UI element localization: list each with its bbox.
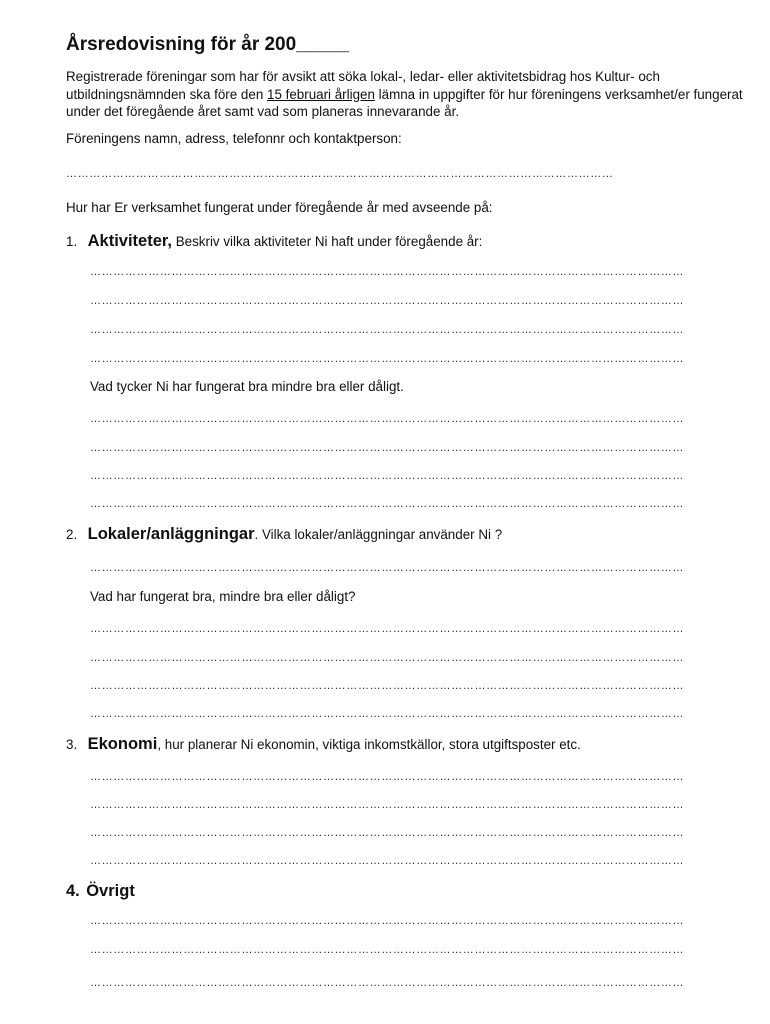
section-3-answer-line[interactable]: ……………………………………………………………………………………………………………………………………… (90, 771, 685, 783)
section-2-answer-line[interactable]: ……………………………………………………………………………………………………………………………………… (90, 562, 685, 574)
section-1-number: 1. (66, 234, 78, 249)
section-1-answer-line[interactable]: ……………………………………………………………………………………………………………………………………… (90, 353, 685, 365)
section-1-description: Beskriv vilka aktiviteter Ni haft under föregående år: (172, 234, 483, 249)
contact-label: Föreningens namn, adress, telefonnr och kontaktperson: (66, 131, 402, 146)
section-1-answer-line[interactable]: ……………………………………………………………………………………………………………………………………… (90, 295, 685, 307)
section-3-heading-row (66, 735, 581, 754)
section-1-followup-line[interactable]: ……………………………………………………………………………………………………………………………………… (90, 413, 685, 425)
section-1-heading: Aktiviteter, (87, 232, 172, 250)
section-2-followup-line[interactable]: ……………………………………………………………………………………………………………………………………… (90, 680, 685, 692)
section-3-heading: Ekonomi (87, 735, 158, 753)
question-intro: Hur har Er verksamhet fungerat under föregående år med avseende på: (66, 200, 493, 215)
section-3-answer-line[interactable]: ……………………………………………………………………………………………………………………………………… (90, 855, 685, 867)
section-4-answer-line[interactable]: ……………………………………………………………………………………………………………………………………… (90, 915, 685, 927)
section-2-heading: Lokaler/anläggningar (87, 525, 255, 543)
section-3-description: , hur planerar Ni ekonomin, viktiga inkomstkällor, stora utgiftsposter etc. (157, 737, 581, 752)
contact-answer-line[interactable]: …………………………………………………………………………………………………………………………… (66, 168, 614, 180)
section-4-heading-row (66, 882, 135, 901)
section-2-followup-line[interactable]: ……………………………………………………………………………………………………………………………………… (90, 708, 685, 720)
section-2-heading-row (66, 525, 502, 544)
section-3-number: 3. (66, 737, 78, 752)
section-2-number: 2. (66, 527, 78, 542)
section-3-answer-line[interactable]: ……………………………………………………………………………………………………………………………………… (90, 827, 685, 839)
section-4-answer-line[interactable]: ……………………………………………………………………………………………………………………………………… (90, 944, 685, 956)
deadline-text: 15 februari årligen (267, 86, 375, 102)
page-title: Årsredovisning för år 200_____ (66, 34, 350, 55)
intro-text-part2: lämna in uppgifter för hur föreningens verksamhet/er fungerat under det föregående året samt vad som planeras innevarande år. (66, 86, 743, 119)
section-1-heading-row (66, 232, 482, 251)
intro-text-part1: Registrerade föreningar som har för avsikt att söka lokal-, ledar- eller aktivitetsbidrag hos Kultur- och utbildningsnämnden ska före den (66, 69, 660, 102)
section-4-heading: Övrigt (86, 882, 135, 900)
section-2-followup-line[interactable]: ……………………………………………………………………………………………………………………………………… (90, 623, 685, 635)
section-3-answer-line[interactable]: ……………………………………………………………………………………………………………………………………… (90, 799, 685, 811)
section-4-number: 4. (66, 882, 80, 900)
section-1-answer-line[interactable]: ……………………………………………………………………………………………………………………………………… (90, 266, 685, 278)
section-2-followup-line[interactable]: ……………………………………………………………………………………………………………………………………… (90, 652, 685, 664)
section-2-followup: Vad har fungerat bra, mindre bra eller dåligt? (90, 589, 356, 604)
section-1-followup-line[interactable]: ……………………………………………………………………………………………………………………………………… (90, 470, 685, 482)
section-1-followup-line[interactable]: ……………………………………………………………………………………………………………………………………… (90, 498, 685, 510)
intro-paragraph (66, 68, 756, 121)
section-2-description: . Vilka lokaler/anläggningar använder Ni ? (254, 527, 503, 542)
section-4-answer-line[interactable]: ……………………………………………………………………………………………………………………………………… (90, 977, 685, 989)
section-1-answer-line[interactable]: ……………………………………………………………………………………………………………………………………… (90, 324, 685, 336)
section-1-followup-line[interactable]: ……………………………………………………………………………………………………………………………………… (90, 442, 685, 454)
section-1-followup: Vad tycker Ni har fungerat bra mindre bra eller dåligt. (90, 379, 404, 394)
